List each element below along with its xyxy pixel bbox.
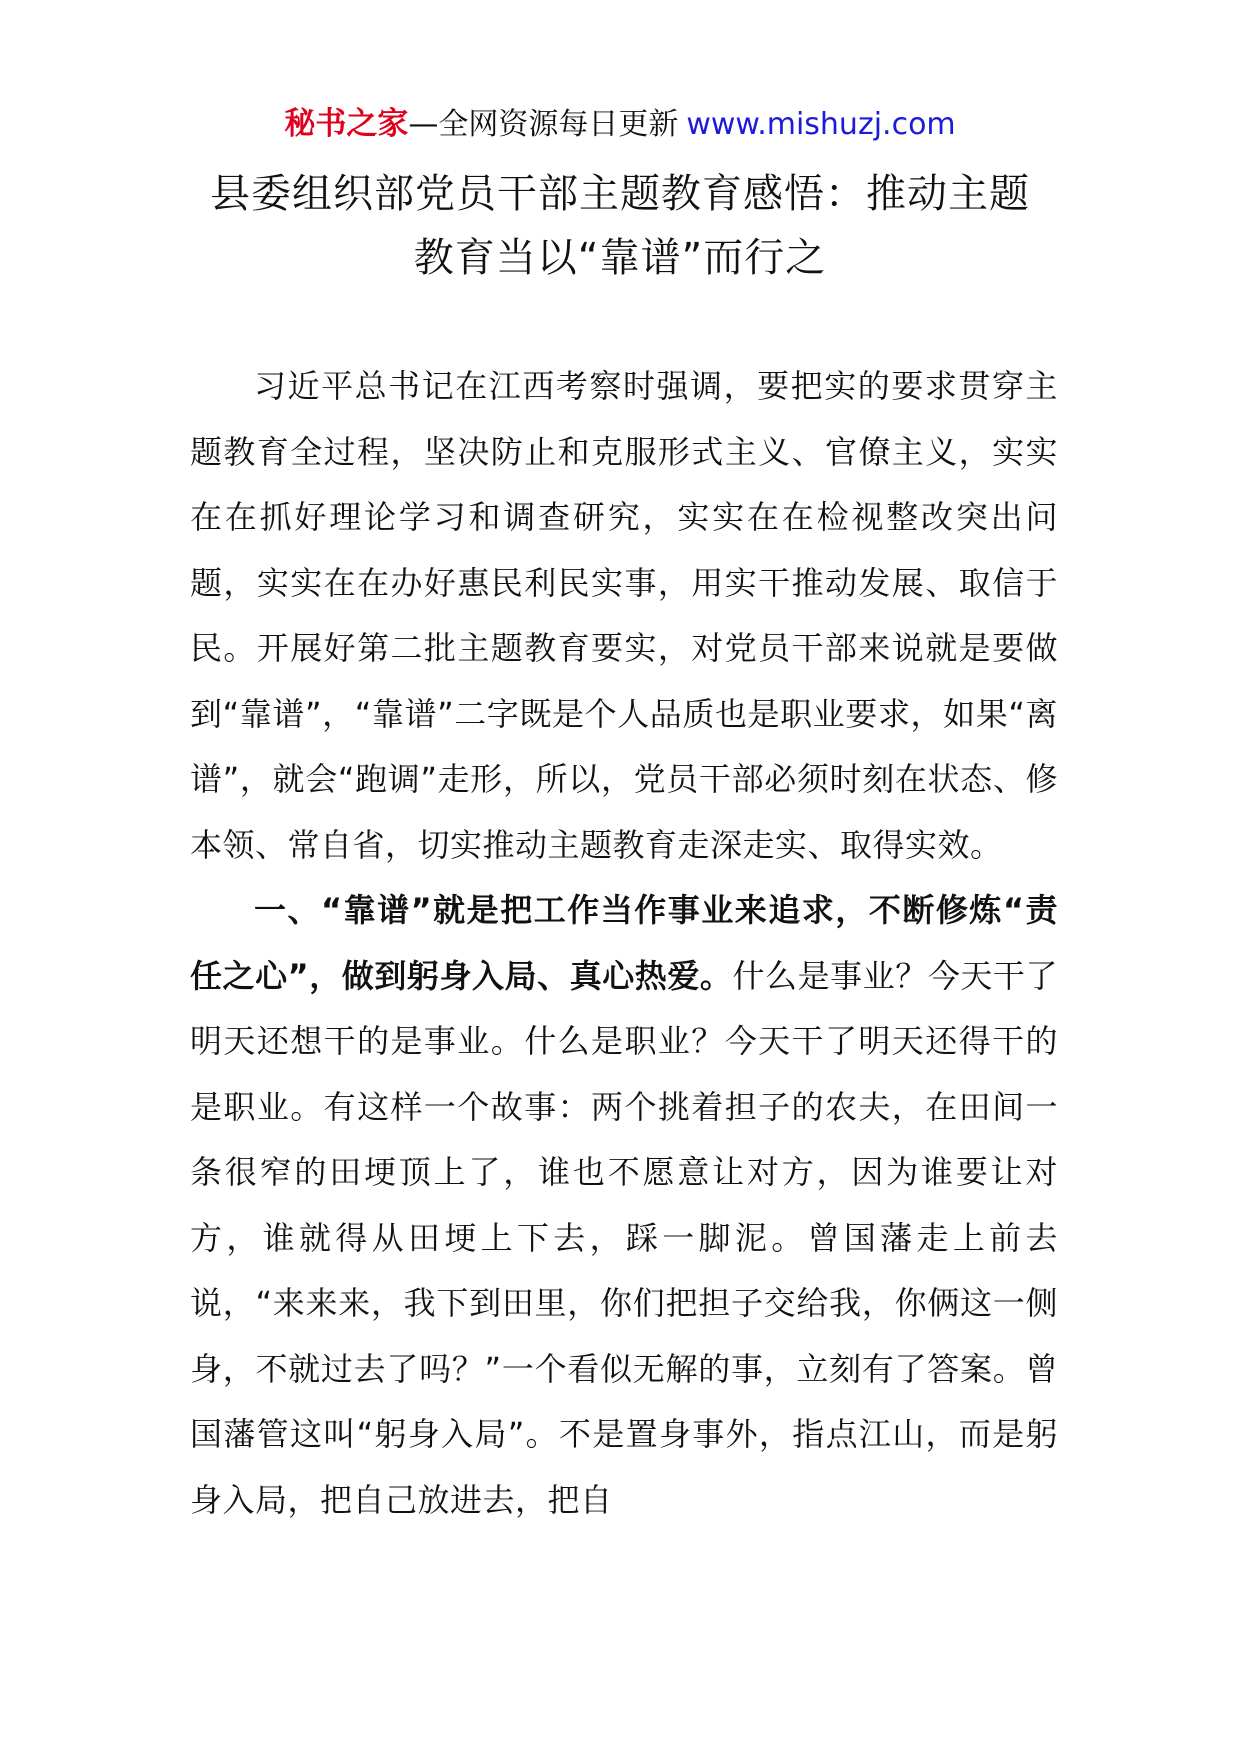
document-body — [190, 354, 1058, 1533]
header-slogan: —全网资源每日更新 — [408, 107, 679, 142]
paragraph-intro-text: 习近平总书记在江西考察时强调，要把实的要求贯穿主题教育全过程，坚决防止和克服形式主义、官僚主义，实实在在抓好理论学习和调查研究，实实在在检视整改突出问题，实实在在办好惠民利民实事，用实干推动发展、取信于民。开展好第二批主题教育要实，对党员干部来说就是要做到“靠谱”，“靠谱”二字既是个人品质也是职业要求，如果“离谱”，就会“跑调”走形，所以，党员干部必须时刻在状态、修本领、常自省，切实推动主题教育走深走实、取得实效。 — [190, 367, 1058, 864]
brand-name: 秘书之家 — [284, 106, 409, 142]
paragraph-intro — [190, 354, 1058, 878]
title-line-2: 教育当以“靠谱”而行之 — [413, 235, 827, 281]
section-1-text: 什么是事业？今天干了明天还想干的是事业。什么是职业？今天干了明天还得干的是职业。有这样一个故事：两个挑着担子的农夫，在田间一条很窄的田埂顶上了，谁也不愿意让对方，因为谁要让对方，谁就得从田埂上下去，踩一脚泥。曾国藩走上前去说，“来来来，我下到田里，你们把担子交给我，你俩这一侧身，不就过去了吗？”一个看似无解的事，立刻有了答案。曾国藩管这叫“躬身入局”。不是置身事外，指点江山，而是躬身入局，把自己放进去，把自 — [190, 956, 1058, 1519]
paragraph-section-1 — [190, 878, 1058, 1533]
site-url-link[interactable]: www.mishuzj.com — [686, 107, 956, 142]
site-header — [0, 104, 1240, 145]
section-1-heading: 一、“靠谱”就是把工作当作事业来追求，不断修炼“责任之心”，做到躬身入局、真心热爱。 — [190, 891, 1058, 995]
title-line-1: 县委组织部党员干部主题教育感悟：推动主题 — [210, 171, 1030, 217]
document-title — [160, 162, 1080, 290]
